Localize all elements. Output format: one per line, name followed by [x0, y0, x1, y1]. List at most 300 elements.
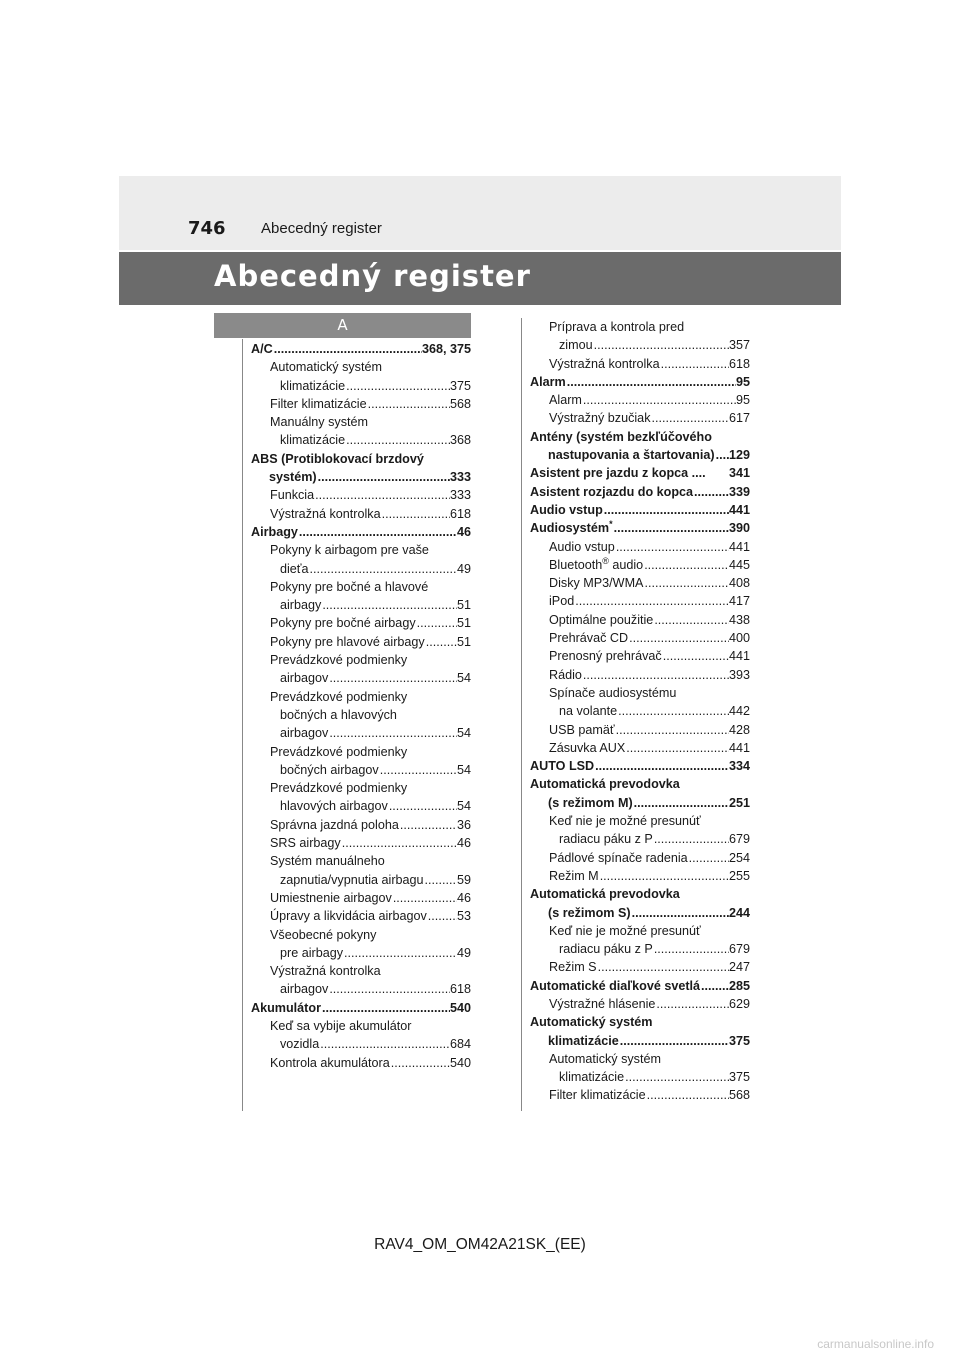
index-entry: [530, 592, 750, 610]
index-line: [530, 702, 750, 720]
index-line: [530, 318, 750, 336]
dot-leader: [328, 980, 450, 998]
dot-leader: [688, 849, 729, 867]
dot-leader: [424, 871, 457, 889]
page-reference[interactable]: 357: [728, 338, 750, 353]
index-entry: [530, 849, 750, 867]
index-line: [251, 523, 471, 541]
index-entry: [530, 409, 750, 427]
page-reference[interactable]: 408: [728, 576, 750, 591]
dot-leader: [706, 464, 729, 482]
page-reference[interactable]: 254: [728, 850, 750, 865]
dot-leader: [392, 889, 457, 907]
index-column-left: [251, 340, 471, 1072]
index-line: [530, 666, 750, 684]
index-term: iPod: [549, 594, 575, 609]
index-entry: [530, 977, 750, 995]
dot-leader: [399, 816, 457, 834]
index-entry: [251, 505, 471, 523]
dot-leader: [643, 556, 729, 574]
page-reference[interactable]: 49: [456, 561, 471, 576]
left-column-rule: [242, 339, 243, 1111]
index-term: Asistent pre jazdu z kopca ....: [530, 466, 706, 481]
index-entry: [251, 926, 471, 963]
index-line: [530, 592, 750, 610]
page-reference[interactable]: 568: [449, 396, 471, 411]
index-line: [530, 611, 750, 629]
dot-leader: [341, 834, 457, 852]
index-term: zapnutia/vypnutia airbagu: [280, 872, 424, 887]
page-reference[interactable]: 540: [449, 1000, 471, 1015]
dot-leader: [309, 560, 457, 578]
index-line: [530, 1050, 750, 1068]
index-term: Režim S: [549, 960, 597, 975]
index-entry: [530, 1086, 750, 1104]
page-reference[interactable]: 375: [449, 378, 471, 393]
index-term: Výstražné hlásenie: [549, 996, 656, 1011]
index-line: [530, 428, 750, 446]
index-term: Prevádzkové podmienky: [270, 689, 408, 704]
index-line: [251, 852, 471, 870]
dot-leader: [693, 483, 729, 501]
index-entry: [251, 541, 471, 578]
index-line: [530, 1068, 750, 1086]
index-line: [530, 977, 750, 995]
index-line: [251, 431, 471, 449]
index-line: [251, 980, 471, 998]
index-entry: [530, 995, 750, 1013]
index-term: SRS airbagy: [270, 836, 341, 851]
index-term: Keď nie je možné presunúť: [549, 923, 701, 938]
index-term: Automatické diaľkové svetlá: [530, 978, 701, 993]
dot-leader: [574, 592, 729, 610]
dot-leader: [381, 505, 450, 523]
watermark: carmanualsonline.info: [817, 1337, 934, 1351]
index-term: Prevádzkové podmienky: [270, 653, 408, 668]
index-line: [530, 684, 750, 702]
index-entry: [530, 464, 750, 482]
page-reference[interactable]: 251: [728, 795, 750, 810]
index-term: Automatický systém: [549, 1051, 661, 1066]
index-line: [530, 721, 750, 739]
index-entry: [530, 867, 750, 885]
index-line: [530, 409, 750, 427]
index-term: A/C: [251, 342, 273, 356]
dot-leader: [345, 377, 450, 395]
page-reference[interactable]: 54: [456, 671, 471, 686]
page-reference[interactable]: 679: [728, 832, 750, 847]
page-reference[interactable]: 53: [456, 909, 471, 924]
index-line: [530, 556, 750, 574]
index-entry: [530, 391, 750, 409]
index-entry: [251, 999, 471, 1017]
index-term: Prevádzkové podmienky: [270, 781, 408, 796]
index-term: Audiosystém*: [530, 519, 613, 536]
dot-leader: [388, 797, 457, 815]
index-line: [530, 519, 750, 537]
index-entry: [251, 578, 471, 615]
page-reference[interactable]: 438: [728, 612, 750, 627]
page-reference[interactable]: 629: [728, 996, 750, 1011]
page-reference[interactable]: 51: [456, 616, 471, 631]
document-code: RAV4_OM_OM42A21SK_(EE): [374, 1236, 586, 1253]
index-line: [251, 688, 471, 706]
dot-leader: [343, 944, 457, 962]
dot-leader: [367, 395, 450, 413]
page-reference[interactable]: 618: [449, 506, 471, 521]
page-reference[interactable]: 441: [728, 740, 750, 755]
index-entry: [530, 684, 750, 721]
index-entry: [530, 666, 750, 684]
page-reference[interactable]: 368, 375: [421, 342, 471, 356]
index-column-right: [530, 318, 750, 1105]
page-reference[interactable]: 684: [449, 1037, 471, 1052]
index-term: Asistent rozjazdu do kopca: [530, 484, 694, 499]
dot-leader: [643, 574, 729, 592]
index-term: na volante: [559, 704, 618, 719]
index-line: [530, 922, 750, 940]
index-line: [251, 377, 471, 395]
index-line: [530, 940, 750, 958]
dot-leader: [615, 721, 729, 739]
dot-leader: [633, 794, 729, 812]
index-term: Pokyny pre hlavové airbagy: [270, 634, 425, 649]
index-line: [530, 775, 750, 793]
index-entry: [530, 958, 750, 976]
dot-leader: [566, 373, 736, 391]
page-reference[interactable]: 95: [735, 374, 750, 389]
index-line: [251, 358, 471, 376]
index-line: [530, 1013, 750, 1031]
page-reference[interactable]: 49: [456, 945, 471, 960]
index-line: [251, 779, 471, 797]
index-entry: [530, 556, 750, 574]
index-term: Automatický systém: [270, 360, 382, 375]
right-column-rule: [521, 318, 522, 1111]
page-reference[interactable]: 339: [728, 484, 750, 499]
index-term: vozidla: [280, 1037, 320, 1052]
index-entry: [530, 721, 750, 739]
page-reference[interactable]: 46: [456, 890, 471, 905]
index-letter-heading: A: [214, 313, 471, 338]
index-line: [530, 629, 750, 647]
page-reference[interactable]: 46: [456, 836, 471, 851]
page-reference[interactable]: 368: [449, 433, 471, 448]
index-term: Alarm: [530, 374, 566, 389]
dot-leader: [390, 1054, 450, 1072]
index-term: AUTO LSD: [530, 759, 595, 774]
index-term: nastupovania a štartovania): [548, 448, 715, 463]
page-reference[interactable]: 441: [728, 502, 750, 517]
index-term: Funkcia: [270, 488, 315, 503]
dot-leader: [603, 501, 729, 519]
page-reference[interactable]: 54: [456, 799, 471, 814]
index-entry: [251, 743, 471, 780]
dot-leader: [599, 867, 729, 885]
dot-leader: [425, 633, 457, 651]
index-entry: [530, 501, 750, 519]
dot-leader: [273, 340, 422, 358]
index-line: [251, 834, 471, 852]
index-line: [251, 413, 471, 431]
dot-leader: [328, 724, 457, 742]
index-term: airbagy: [280, 598, 322, 613]
index-line: [530, 501, 750, 519]
index-entry: [251, 1017, 471, 1054]
index-line: [251, 450, 471, 468]
index-term: Automatický systém: [530, 1015, 653, 1030]
dot-leader: [328, 669, 457, 687]
index-line: [530, 1086, 750, 1104]
index-entry: [530, 1013, 750, 1050]
index-term: dieťa: [280, 561, 309, 576]
index-line: [530, 355, 750, 373]
index-entry: [251, 340, 471, 358]
dot-leader: [625, 739, 729, 757]
index-line: [530, 1032, 750, 1050]
page-reference[interactable]: 247: [728, 960, 750, 975]
dot-leader: [653, 611, 729, 629]
index-entry: [530, 355, 750, 373]
page-reference[interactable]: 618: [449, 982, 471, 997]
dot-leader: [597, 958, 729, 976]
index-term: bočných a hlavových: [280, 707, 397, 722]
index-line: [251, 907, 471, 925]
index-term: Úpravy a likvidácia airbagov: [270, 909, 427, 924]
dot-leader: [700, 977, 729, 995]
page-reference[interactable]: 441: [728, 539, 750, 554]
dot-leader: [715, 446, 729, 464]
index-entry: [530, 922, 750, 959]
index-term: Výstražná kontrolka: [270, 964, 381, 979]
index-term: Režim M: [549, 868, 599, 883]
index-entry: [530, 885, 750, 922]
index-entry: [251, 907, 471, 925]
index-line: [530, 647, 750, 665]
index-term: Keď sa vybije akumulátor: [270, 1018, 412, 1033]
index-term: Spínače audiosystému: [549, 685, 677, 700]
index-line: [251, 1054, 471, 1072]
index-entry: [530, 538, 750, 556]
index-line: [530, 812, 750, 830]
index-line: [530, 849, 750, 867]
index-term: Zásuvka AUX: [549, 740, 626, 755]
index-entry: [530, 574, 750, 592]
index-term: Filter klimatizácie: [270, 396, 367, 411]
page-reference[interactable]: 618: [728, 356, 750, 371]
page-reference[interactable]: 59: [456, 872, 471, 887]
index-line: [530, 794, 750, 812]
page-reference[interactable]: 540: [449, 1055, 471, 1070]
index-term: klimatizácie: [280, 433, 346, 448]
index-term: radiacu páku z P: [559, 942, 653, 957]
dot-leader: [593, 336, 729, 354]
index-entry: [251, 486, 471, 504]
index-entry: [251, 614, 471, 632]
dot-leader: [624, 1068, 729, 1086]
page-reference[interactable]: 46: [456, 524, 471, 539]
index-term: Prenosný prehrávač: [549, 649, 662, 664]
dot-leader: [662, 647, 729, 665]
page-title: Abecedný register: [214, 259, 531, 293]
index-term: Kontrola akumulátora: [270, 1055, 390, 1070]
index-line: [251, 651, 471, 669]
index-line: [530, 538, 750, 556]
page-reference[interactable]: 285: [728, 978, 750, 993]
index-line: [251, 797, 471, 815]
index-term: Automatická prevodovka: [530, 887, 680, 902]
page-reference[interactable]: 51: [456, 598, 471, 613]
page-reference[interactable]: 428: [728, 722, 750, 737]
index-term: Pokyny pre bočné airbagy: [270, 616, 416, 631]
dot-leader: [617, 702, 729, 720]
dot-leader: [660, 355, 729, 373]
index-term: (s režimom S): [548, 905, 631, 920]
page-reference[interactable]: 393: [728, 667, 750, 682]
superscript-mark: *: [609, 519, 613, 530]
index-term: Príprava a kontrola pred: [549, 320, 685, 334]
index-term: bočných airbagov: [280, 762, 379, 777]
index-line: [530, 336, 750, 354]
index-term: USB pamäť: [549, 722, 615, 737]
index-entry: [251, 889, 471, 907]
index-line: [530, 958, 750, 976]
index-term: Akumulátor: [251, 1000, 321, 1015]
index-line: [251, 1017, 471, 1035]
index-entry: [530, 1050, 750, 1087]
index-entry: [530, 428, 750, 465]
dot-leader: [319, 1035, 450, 1053]
index-term: Systém manuálneho: [270, 854, 385, 869]
index-entry: [530, 647, 750, 665]
index-line: [251, 486, 471, 504]
page-reference[interactable]: 54: [456, 762, 471, 777]
index-term: Audio vstup: [530, 502, 603, 517]
index-term: Umiestnenie airbagov: [270, 890, 392, 905]
index-term: Manuálny systém: [270, 415, 368, 430]
page-reference[interactable]: 445: [728, 557, 750, 572]
page-reference[interactable]: 417: [728, 594, 750, 609]
page-reference[interactable]: 51: [456, 634, 471, 649]
index-line: [251, 560, 471, 578]
page-reference[interactable]: 54: [456, 726, 471, 741]
index-line: [251, 871, 471, 889]
dot-leader: [655, 995, 729, 1013]
index-term: Disky MP3/WMA: [549, 576, 644, 591]
index-line: [251, 706, 471, 724]
dot-leader: [345, 431, 450, 449]
page-reference[interactable]: 255: [728, 868, 750, 883]
index-entry: [251, 450, 471, 487]
index-line: [251, 505, 471, 523]
index-entry: [251, 852, 471, 889]
page-reference[interactable]: 129: [728, 448, 750, 463]
index-entry: [530, 739, 750, 757]
index-line: [251, 944, 471, 962]
index-term: Prehrávač CD: [549, 631, 629, 646]
page-reference[interactable]: 333: [449, 470, 471, 485]
index-line: [251, 614, 471, 632]
index-line: [530, 574, 750, 592]
index-line: [530, 830, 750, 848]
page-reference[interactable]: 36: [456, 817, 471, 832]
index-line: [251, 926, 471, 944]
index-term: klimatizácie: [280, 378, 346, 393]
dot-leader: [298, 523, 457, 541]
index-term: Keď nie je možné presunúť: [549, 814, 701, 829]
index-term: Automatická prevodovka: [530, 777, 680, 792]
index-line: [251, 962, 471, 980]
index-line: [530, 391, 750, 409]
page-reference[interactable]: 333: [449, 488, 471, 503]
page-reference[interactable]: 375: [728, 1033, 750, 1048]
index-line: [251, 669, 471, 687]
index-line: [530, 464, 750, 482]
index-entry: [251, 779, 471, 816]
index-line: [530, 739, 750, 757]
index-line: [530, 483, 750, 501]
index-term: Výstražná kontrolka: [549, 356, 660, 371]
dot-leader: [653, 830, 729, 848]
index-term: Pádlové spínače radenia: [549, 850, 688, 865]
index-line: [530, 867, 750, 885]
running-header: Abecedný register: [261, 220, 382, 237]
index-line: [251, 1035, 471, 1053]
index-term: radiacu páku z P: [559, 832, 653, 847]
page-reference[interactable]: 400: [728, 631, 750, 646]
index-term: Pokyny pre bočné a hlavové: [270, 579, 429, 594]
page-reference[interactable]: 375: [728, 1070, 750, 1085]
index-term: Výstražný bzučiak: [549, 411, 651, 426]
page-reference[interactable]: 617: [728, 411, 750, 426]
index-line: [530, 446, 750, 464]
dot-leader: [379, 761, 457, 779]
dot-leader: [427, 907, 457, 925]
index-term: (s režimom M): [548, 795, 633, 810]
dot-leader: [646, 1086, 729, 1104]
dot-leader: [321, 999, 450, 1017]
index-line: [251, 724, 471, 742]
dot-leader: [321, 596, 457, 614]
page-reference[interactable]: 390: [728, 521, 750, 536]
page-reference[interactable]: 442: [728, 704, 750, 719]
index-line: [251, 395, 471, 413]
index-term: Správna jazdná poloha: [270, 817, 399, 832]
page-reference[interactable]: 441: [728, 649, 750, 664]
index-term: zimou: [559, 338, 593, 353]
dot-leader: [613, 519, 729, 537]
index-line: [530, 995, 750, 1013]
index-entry: [251, 816, 471, 834]
page-reference[interactable]: 341: [728, 466, 750, 481]
page-reference[interactable]: 679: [728, 942, 750, 957]
index-line: [530, 885, 750, 903]
index-term: airbagov: [280, 982, 329, 997]
index-entry: [251, 395, 471, 413]
page-reference[interactable]: 334: [728, 759, 750, 774]
page-reference[interactable]: 95: [735, 393, 750, 408]
index-entry: [530, 483, 750, 501]
dot-leader: [582, 391, 736, 409]
index-term: klimatizácie: [559, 1070, 625, 1085]
index-entry: [251, 688, 471, 743]
index-term: Antény (systém bezkľúčového: [530, 429, 712, 444]
page-reference[interactable]: 568: [728, 1088, 750, 1103]
index-entry: [530, 812, 750, 849]
index-term: ABS (Protiblokovací brzdový: [251, 451, 424, 466]
page-reference[interactable]: 244: [728, 905, 750, 920]
index-entry: [251, 633, 471, 651]
